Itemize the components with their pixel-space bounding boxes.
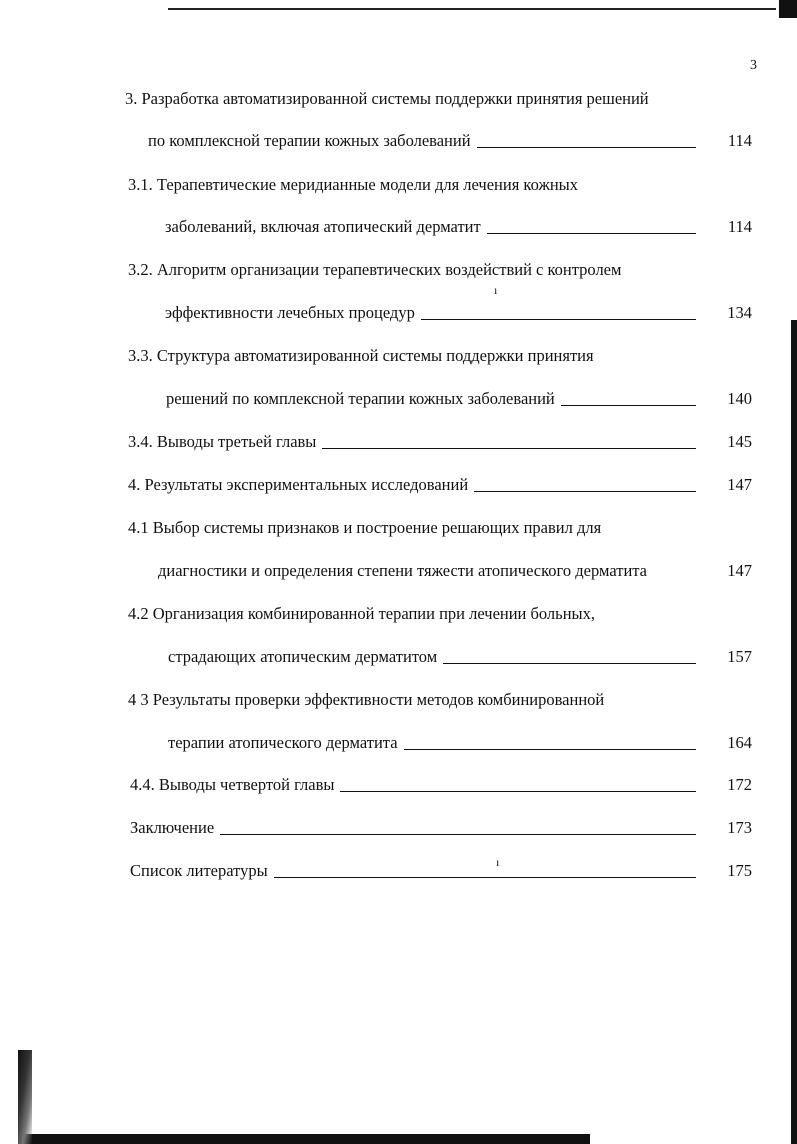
- toc-entry: [148, 128, 752, 154]
- toc-entry-text: 4.1 Выбор системы признаков и построение решающих правил для: [128, 518, 602, 537]
- toc-entry-text: 3.2. Алгоритм организации терапевтических воздействий с контролем: [128, 260, 622, 279]
- toc-entry: [130, 815, 752, 841]
- toc-entry-text: страдающих атопическим дерматитом: [168, 647, 438, 666]
- toc-entry-text: 3.4. Выводы третьей главы: [128, 432, 317, 451]
- scan-artifact: ı: [496, 855, 500, 869]
- toc-entry: [166, 386, 752, 412]
- toc-entry: [128, 687, 728, 713]
- toc-page-number: 145: [727, 432, 752, 451]
- toc-page-number: 147: [727, 475, 752, 494]
- toc-entry: [168, 644, 752, 670]
- toc-entry-text: терапии атопического дерматита: [168, 733, 398, 752]
- toc-entry: [128, 515, 728, 541]
- toc-entry-text: 4.4. Выводы четвертой главы: [130, 775, 335, 794]
- toc-entry-text: 3.3. Структура автоматизированной системы поддержки принятия: [128, 346, 594, 365]
- toc-leader: [561, 405, 696, 406]
- toc-page-number: 114: [727, 131, 752, 150]
- toc-leader: [443, 663, 696, 664]
- toc-entry-text: 4.2 Организация комбинированной терапии при лечении больных,: [128, 604, 595, 623]
- toc-entry: [168, 730, 752, 756]
- toc-page-number: 175: [727, 861, 752, 880]
- page-number: 3: [750, 58, 757, 73]
- toc-page-number: 173: [727, 818, 752, 837]
- toc-entry: [128, 429, 752, 455]
- toc-entry: [165, 300, 752, 326]
- toc-entry: [128, 472, 752, 498]
- toc-leader: [477, 147, 696, 148]
- toc-leader: [340, 791, 696, 792]
- toc-entry: [130, 772, 752, 798]
- toc-entry-text: 3.1. Терапевтические меридианные модели для лечения кожных: [128, 175, 579, 194]
- toc-entry: [128, 601, 728, 627]
- toc-page-number: 114: [727, 217, 752, 236]
- toc-entry-text: решений по комплексной терапии кожных заболеваний: [166, 389, 555, 408]
- toc-page-number: 147: [727, 561, 752, 580]
- toc-leader: [404, 749, 696, 750]
- toc-page-number: 164: [727, 733, 752, 752]
- toc-leader: [474, 491, 696, 492]
- toc-entry-text: эффективности лечебных процедур: [165, 303, 415, 322]
- toc-page-number: 140: [727, 389, 752, 408]
- toc-leader: [487, 233, 696, 234]
- toc-entry-text: Список литературы: [130, 861, 268, 880]
- toc-entry-text: 4. Результаты экспериментальных исследований: [128, 475, 469, 494]
- toc-entry: [130, 858, 752, 884]
- toc-entry: [158, 558, 752, 584]
- toc-entry-text: по комплексной терапии кожных заболеваний: [148, 131, 471, 150]
- toc-entry-text: Заключение: [130, 818, 215, 837]
- toc-leader: [421, 319, 696, 320]
- toc-entry: [128, 172, 728, 198]
- toc-entry: [165, 214, 752, 240]
- toc-leader: [220, 834, 696, 835]
- toc-entry-text: заболеваний, включая атопический дерматит: [165, 217, 481, 236]
- toc-entry-text: 4 3 Результаты проверки эффективности методов комбинированной: [128, 690, 605, 709]
- toc-leader: [274, 877, 696, 878]
- toc-page-number: 157: [727, 647, 752, 666]
- toc-entry: [128, 343, 728, 369]
- toc-entry-text: диагностики и определения степени тяжести атопического дерматита: [158, 561, 648, 580]
- toc-page-number: 172: [727, 775, 752, 794]
- toc-leader: [322, 448, 696, 449]
- toc-entry-text: 3. Разработка автоматизированной системы поддержки принятия решений: [125, 89, 649, 108]
- toc-entry: [125, 86, 725, 112]
- toc-page-number: 134: [727, 303, 752, 322]
- scan-artifact: ı: [494, 283, 498, 297]
- toc-entry: [128, 257, 728, 283]
